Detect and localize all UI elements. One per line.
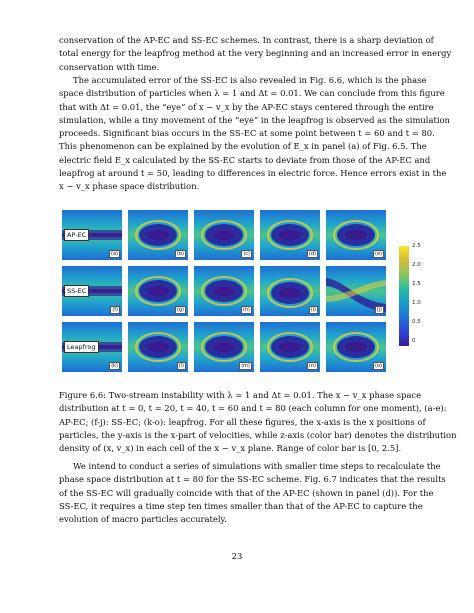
row-label: SS-EC <box>64 285 89 297</box>
caption-line: density of (x, v_x) in each cell of the x − v_x plane. Range of color bar is [0, 2.5]. <box>59 443 402 454</box>
panel-label: (d) <box>308 251 316 257</box>
phase-space-panel <box>128 322 188 372</box>
paragraph-2 <box>59 74 450 194</box>
caption-line: AP-EC; (f-j): SS-EC; (k-o): leapfrog. For all these figures, the x-axis is the x positions of <box>59 416 426 427</box>
phase-space-panel <box>62 266 122 316</box>
colorbar-tick: 1.0 <box>412 300 421 306</box>
colorbar-tick: 0 <box>412 338 416 344</box>
panel-label: (o) <box>375 363 382 369</box>
text-line: conservation with time. <box>59 61 160 72</box>
panel-label: (f) <box>112 307 118 313</box>
figure-caption <box>59 389 457 455</box>
panel-label: (k) <box>111 363 118 369</box>
text-line: The accumulated error of the SS-EC is also revealed in Fig. 6.6, which is the phase <box>73 75 427 85</box>
phase-space-panel <box>326 210 386 260</box>
paragraph-3 <box>59 460 446 526</box>
phase-space-panel <box>326 266 386 316</box>
text-line: SS-EC, it requires a time step ten times smaller than that of the AP-EC to capture the <box>59 500 423 511</box>
text-line: of the SS-EC will gradually coincide with that of the AP-EC (shown in panel (d)). For the <box>59 487 434 498</box>
text-line: We intend to conduct a series of simulations with smaller time steps to recalculate the <box>73 461 441 471</box>
text-line: conservation of the AP-EC and SS-EC schemes. In contrast, there is a sharp deviation of <box>59 35 434 45</box>
panel-label: (b) <box>176 251 184 257</box>
phase-space-panel <box>260 210 320 260</box>
text-line: This phenomenon can be explained by the evolution of E_x in panel (a) of Fig. 6.5. The <box>59 141 427 152</box>
phase-space-panel <box>194 266 254 316</box>
colorbar-tick: 1.5 <box>412 281 421 287</box>
colorbar-tick: 0.5 <box>412 319 421 325</box>
text-line: total energy for the leapfrog method at the very beginning and an increased error in energy <box>59 48 452 59</box>
colorbar-tick: 2.0 <box>412 262 421 268</box>
page-number: 23 <box>231 551 243 561</box>
phase-space-panel <box>62 322 122 372</box>
panel-label: (c) <box>243 251 250 257</box>
colorbar <box>399 246 409 346</box>
phase-space-panel <box>62 210 122 260</box>
phase-space-panel <box>128 210 188 260</box>
text-line: that with Δt = 0.01, the “eye” of x − v_x by the AP-EC stays centered through the entire <box>59 101 434 112</box>
panel-label: (n) <box>308 363 316 369</box>
phase-space-figure <box>62 206 421 376</box>
panel-label: (e) <box>375 251 382 257</box>
panel-label: (l) <box>178 363 184 369</box>
phase-space-panel <box>260 266 320 316</box>
panel-label: (j) <box>376 307 382 313</box>
panel-label: (a) <box>111 251 118 257</box>
phase-space-panel <box>128 266 188 316</box>
caption-line: particles, the y-axis is the x-part of velocities, while z-axis (color bar) denotes the distribution <box>59 429 457 440</box>
phase-space-panel <box>326 322 386 372</box>
caption-line: Figure 6.6: Two-stream instability with λ = 1 and Δt = 0.01. The x − v_x phase space <box>59 390 422 400</box>
paragraph-1 <box>59 34 452 74</box>
text-line: electric field E_x calculated by the SS-EC starts to deviate from those of the AP-EC and <box>59 154 431 165</box>
text-line: simulation, while a tiny movement of the “eye” in the leapfrog is observed as the simulation <box>59 114 450 125</box>
colorbar-tick: 2.5 <box>412 243 421 249</box>
phase-space-panel <box>194 210 254 260</box>
panel-label: (h) <box>242 307 250 313</box>
text-line: proceeds. Significant bias occurs in the SS-EC at some point between t = 60 and t = 80. <box>59 128 435 139</box>
text-line: space distribution of particles when λ = 1 and Δt = 0.01. We can conclude from this figure <box>59 88 445 99</box>
row-label: Leapfrog <box>64 341 99 353</box>
text-line: leapfrog at around t = 50, leading to differences in electric force. Hence errors exist in the <box>59 168 447 179</box>
caption-line: distribution at t = 0, t = 20, t = 40, t = 60 and t = 80 (each column for one moment), (a-e): <box>59 403 447 414</box>
panel-label: (m) <box>241 363 250 369</box>
text-line: x − v_x phase space distribution. <box>59 181 200 192</box>
text-line: evolution of macro particles accurately. <box>59 514 227 525</box>
panel-label: (i) <box>310 307 316 313</box>
row-label: AP-EC <box>64 229 89 241</box>
phase-space-panel <box>194 322 254 372</box>
phase-space-panel <box>260 322 320 372</box>
panel-label: (g) <box>176 307 184 313</box>
text-line: phase space distribution at t = 80 for the SS-EC scheme. Fig. 6.7 indicates that the results <box>59 474 446 485</box>
